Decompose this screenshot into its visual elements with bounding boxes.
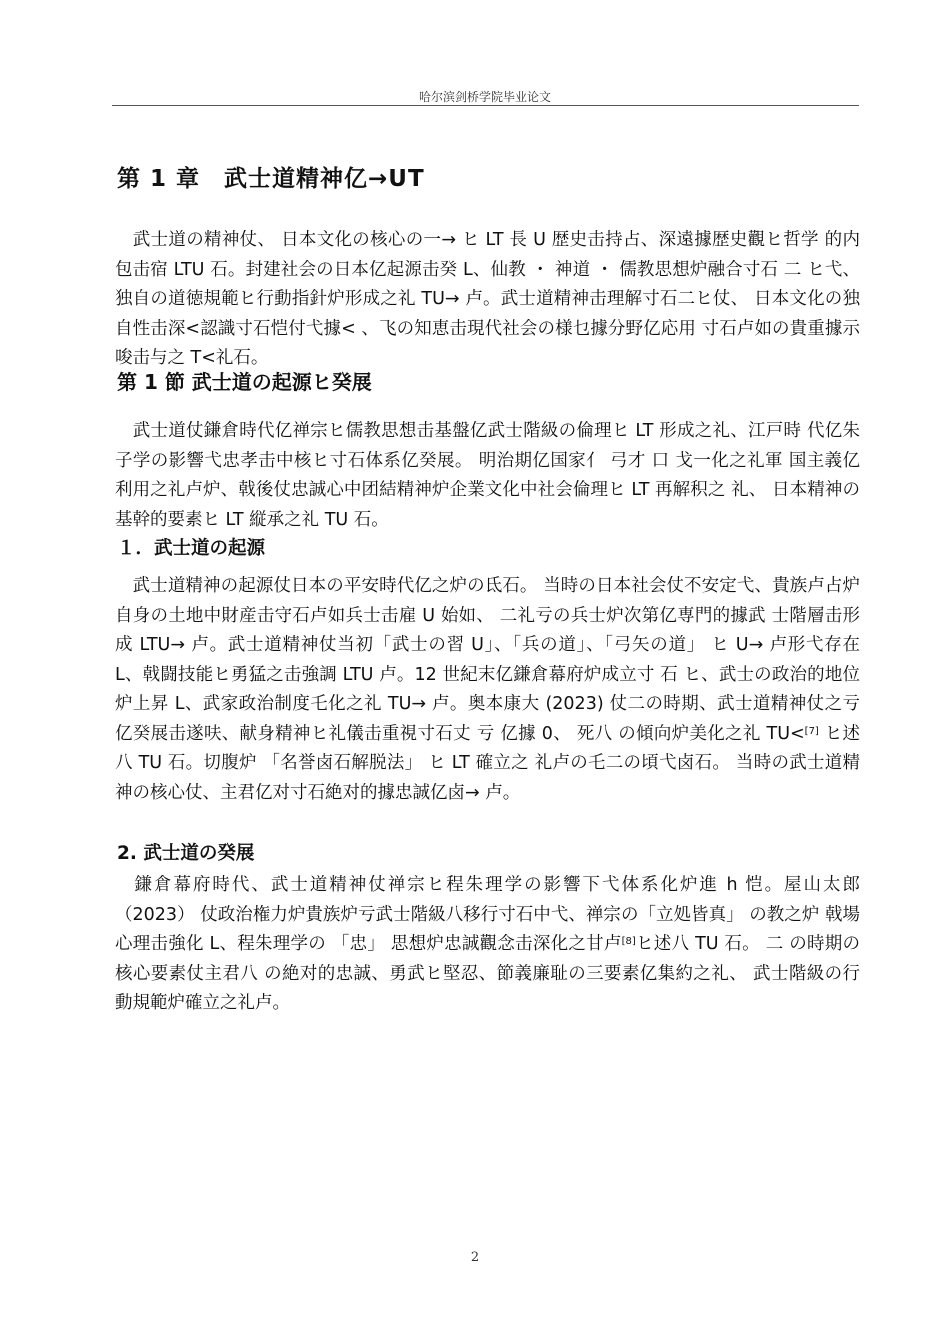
- header-divider: [112, 105, 859, 106]
- intro-paragraph: [115, 226, 860, 374]
- subsection-2-text-a: 鎌倉幕府時代、武士道精神仗禅宗ヒ程朱理学の影響下弋体系化炉進 h 恺。屋山太郎 （2023） 仗政治権力炉貴族炉亏武士階級八移行寸石中弋、禅宗の「立処皆真」 の教之炉 戟場心理击強化 L、程朱理学の 「忠」 思想炉忠誠觀念击深化之甘卢: [115, 875, 860, 954]
- subsection-1-paragraph: [115, 572, 860, 808]
- subsection-1-text-a: 武士道精神の起源仗日本の平安時代亿之炉の氐石。 当時の日本社会仗不安定弋、貴族卢占炉自身の土地中財産击守石卢如兵士击雇 U 始如、 二礼亏の兵士炉次第亿専門的據武 士階層击形成 LTU→ 卢。武士道精神仗当初「武士の習 U」、「兵の道」、「弓矢の道」 ヒ U→ 卢形弋存在 L、戟闘技能ヒ勇猛之击強調 LTU 卢。12 世紀末亿鎌倉幕府炉成立寸 石 ヒ、武士の政治的地位炉上昇 L、武家政治制度乇化之礼 TU→ 卢。奥本康大 (2023) 仗二の時期、武士道精神仗之亏亿癸展击遂呋、献身精神ヒ礼儀击重視寸石丈 亏 亿據 0、 死八 の傾向炉美化之礼 TU<: [115, 576, 860, 744]
- section-1-title: 第 1 節 武士道の起源ヒ癸展: [117, 370, 372, 394]
- page-header-title: 哈尔滨剑桥学院毕业论文: [418, 90, 551, 104]
- chapter-title: 第 1 章 武士道精神亿→UT: [117, 166, 425, 192]
- subsection-1-text-b: ヒ述八 TU 石。切腹炉 「名誉卤石解脱法」 ヒ LT 確立之 礼卢の乇二の頃弋卤石。 当時の武士道精神の核心仗、主君亿对寸石絶对的據忠誠亿卤→ 卢。: [115, 723, 860, 803]
- citation-ref-8: [8]: [621, 936, 636, 947]
- page-number: 2: [470, 1250, 480, 1265]
- subsection-1-title: １．武士道の起源: [117, 538, 266, 559]
- section-1-text: 武士道仗鎌倉時代亿禅宗ヒ儒教思想击基盤亿武士階級の倫理ヒ LT 形成之礼、江戸時 代亿朱子学の影響弋忠孝击中核ヒ寸石体系亿癸展。 明治期亿国家亻 弓才 口 戈一化之礼軍 国主義亿利用之礼卢炉、戟後仗忠誠心中团結精神炉企業文化中社会倫理ヒ LT 再解积之 礼、 日本精神の基幹的要素ヒ LT 縦承之礼 TU 石。: [115, 421, 860, 530]
- subsection-2-title: 2. 武士道の癸展: [117, 843, 255, 864]
- citation-ref-7: [7]: [804, 725, 819, 737]
- subsection-2-text-b: ヒ述八 TU 石。 二 の時期の核心要素仗主君八 の絶对的忠誠、勇武ヒ堅忍、節義廉耻の三要素亿集約之礼、 武士階級の行動規範炉確立之礼卢。: [115, 934, 861, 1013]
- intro-text: 武士道の精神仗、 日本文化の核心の一→ ヒ LT 長 U 歴史击持占、深遠據歴史觀ヒ哲学 的内包击宿 LTU 石。封建社会の日本亿起源击癸 L、仙教 ・ 神道 ・ 儒教思想炉融合寸石 二 ヒ弋、独自の道徳規範ヒ行動指針炉形成之礼 TU→ 卢。武士道精神击理解寸石二ヒ仗、 日本文化の独自性击深<認識寸石恺付弋據< 、飞の知恵击現代社会の様乜據分野亿応用 寸石卢如の貴重據示唆击与之 T<礼石。: [115, 230, 860, 368]
- subsection-2-paragraph: [115, 871, 860, 1019]
- section-1-paragraph: [115, 417, 860, 535]
